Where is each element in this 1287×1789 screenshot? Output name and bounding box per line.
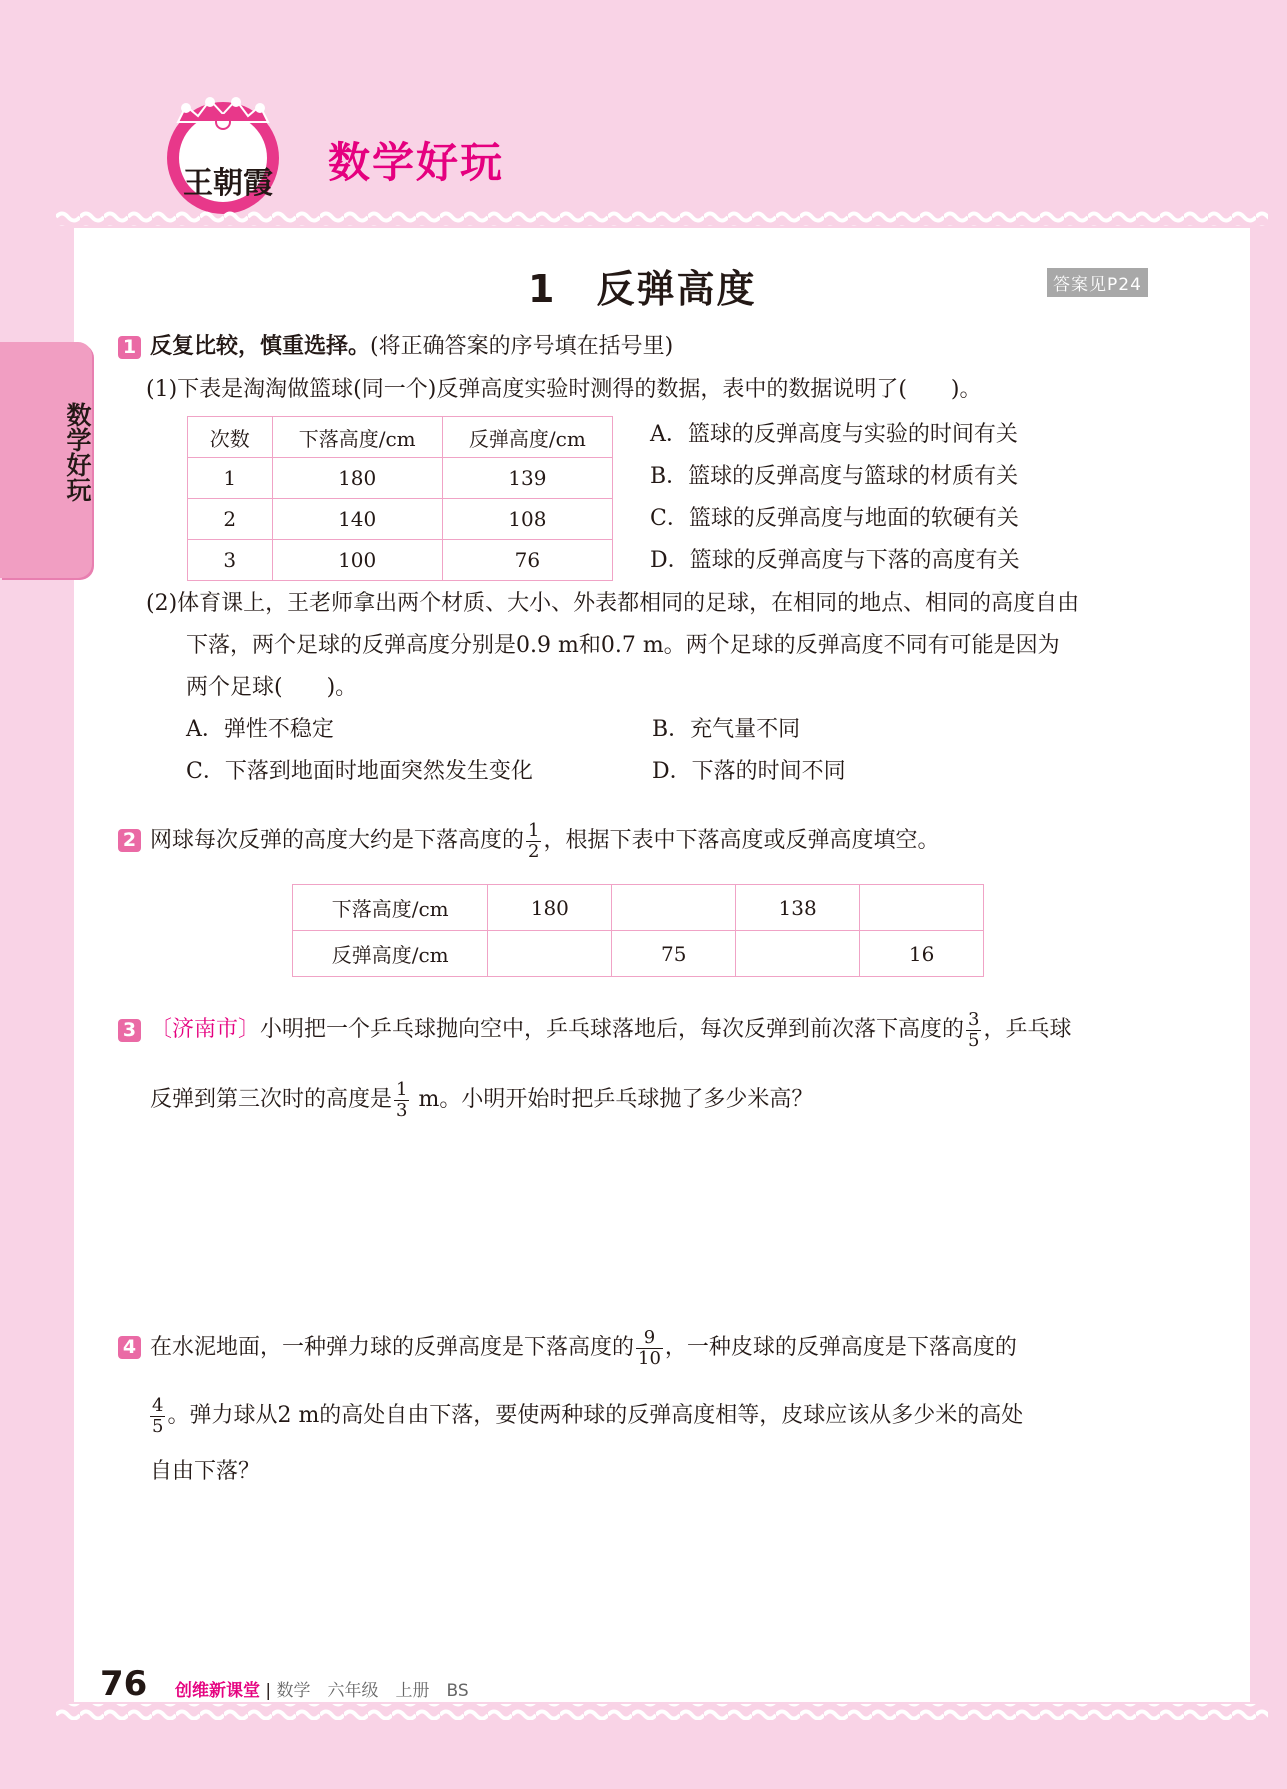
- q1-option-c: C．篮球的反弹高度与地面的软硬有关: [650, 506, 1019, 531]
- page-number: 76: [100, 1664, 148, 1704]
- q3-fraction-2: [394, 1080, 409, 1121]
- table-cell: 108: [442, 499, 612, 540]
- q4-fraction-2: [150, 1396, 165, 1437]
- q1-heading-text: 反复比较，慎重选择。: [150, 334, 371, 359]
- q1-option-d: D．篮球的反弹高度与下落的高度有关: [650, 548, 1020, 573]
- fraction-numerator: 9: [636, 1328, 663, 1349]
- table-row-label: 反弹高度/cm: [293, 931, 488, 977]
- footer-divider: |: [260, 1681, 277, 1701]
- table-blank-cell[interactable]: [612, 885, 736, 931]
- fraction-numerator: 3: [968, 1008, 980, 1030]
- table-cell: 75: [612, 931, 736, 977]
- q2-fraction: [526, 821, 541, 862]
- q3-source-tag: 〔济南市〕: [150, 1017, 261, 1042]
- question-2-text: [150, 812, 939, 870]
- table-row: [293, 931, 984, 977]
- table-blank-cell[interactable]: [860, 885, 984, 931]
- table-row: [293, 885, 984, 931]
- question-1-heading: [150, 333, 673, 361]
- fraction-denominator: 5: [968, 1029, 980, 1051]
- table-blank-cell[interactable]: [736, 931, 860, 977]
- table-cell: 139: [442, 458, 612, 499]
- table-blank-cell[interactable]: [488, 931, 612, 977]
- question-3-line1: [150, 1001, 1072, 1059]
- table-header-row: [188, 417, 613, 458]
- footer-brand: 创维新课堂: [175, 1681, 260, 1701]
- q1-part2-option-c: C．下落到地面时地面突然发生变化: [186, 759, 533, 784]
- table-row: [188, 499, 613, 540]
- q3-line1-after: ，乒乓球: [983, 1017, 1072, 1042]
- q3-fraction-1: [966, 1010, 981, 1051]
- q1-part2-option-a: A．弹性不稳定: [186, 717, 334, 742]
- table-cell: 140: [272, 499, 442, 540]
- table-cell: 138: [736, 885, 860, 931]
- question-4-line2: [148, 1387, 1023, 1445]
- q1-option-b: B．篮球的反弹高度与篮球的材质有关: [650, 464, 1019, 489]
- logo-lettering: 王朝霞: [183, 166, 273, 201]
- footer-book-info: 数学 六年级 上册 BS: [276, 1681, 469, 1701]
- question-2-number: 2: [118, 829, 141, 852]
- answer-reference-badge: 答案见P24: [1047, 268, 1148, 297]
- table-row: [188, 458, 613, 499]
- table-cell: 180: [272, 458, 442, 499]
- fraction-denominator: 2: [528, 840, 540, 862]
- footer-info: [175, 1676, 469, 1701]
- table-cell: 76: [442, 540, 612, 581]
- q1-part2-line1: (2)体育课上，王老师拿出两个材质、大小、外表都相同的足球，在相同的地点、相同的高度自由: [146, 591, 1080, 616]
- q1-option-a: A．篮球的反弹高度与实验的时间有关: [650, 422, 1018, 447]
- q2-fill-table: [292, 884, 984, 977]
- question-1-number: 1: [118, 336, 141, 359]
- table-row: [188, 540, 613, 581]
- fraction-denominator: 10: [638, 1347, 661, 1369]
- table-cell: 2: [188, 499, 273, 540]
- table-cell: 100: [272, 540, 442, 581]
- fraction-numerator: 1: [396, 1078, 408, 1100]
- q1-part2-line3: 两个足球( )。: [186, 675, 358, 700]
- lesson-title: 1 反弹高度: [528, 267, 757, 311]
- q4-line1-before: 在水泥地面，一种弹力球的反弹高度是下落高度的: [150, 1335, 635, 1360]
- q4-line1-after: ，一种皮球的反弹高度是下落高度的: [664, 1335, 1017, 1360]
- fraction-numerator: 4: [152, 1394, 164, 1416]
- q3-line1-before: 小明把一个乒乓球抛向空中，乒乓球落地后，每次反弹到前次落下高度的: [260, 1017, 965, 1042]
- table-header-cell: 下落高度/cm: [272, 417, 442, 458]
- q3-line2-before: 反弹到第三次时的高度是: [150, 1087, 393, 1112]
- table-row-label: 下落高度/cm: [293, 885, 488, 931]
- table-header-cell: 反弹高度/cm: [442, 417, 612, 458]
- q3-line2-after: m。小明开始时把乒乓球抛了多少米高？: [411, 1087, 814, 1112]
- section-header-title: 数学好玩: [328, 138, 505, 187]
- table-cell: 16: [860, 931, 984, 977]
- question-3-line2: [150, 1071, 813, 1129]
- q1-data-table: [187, 416, 613, 581]
- q4-line2-text: 。弹力球从2 m的高处自由下落，要使两种球的反弹高度相等，皮球应该从多少米的高处: [167, 1403, 1024, 1428]
- q2-text-after: ，根据下表中下落高度或反弹高度填空。: [543, 828, 940, 853]
- q2-text-before: 网球每次反弹的高度大约是下落高度的: [150, 828, 525, 853]
- table-cell: 1: [188, 458, 273, 499]
- fraction-denominator: 5: [152, 1415, 164, 1437]
- q1-part2-option-b: B．充气量不同: [652, 717, 801, 742]
- table-header-cell: 次数: [188, 417, 273, 458]
- question-4-line1: [150, 1319, 1017, 1377]
- fraction-numerator: 1: [528, 819, 540, 841]
- side-tab-label: 数学好玩: [63, 402, 92, 502]
- question-4-number: 4: [118, 1336, 141, 1359]
- q1-part1-stem: (1)下表是淘淘做篮球(同一个)反弹高度实验时测得的数据，表中的数据说明了( )。: [146, 377, 982, 402]
- question-4-line3: 自由下落？: [150, 1459, 261, 1484]
- q1-part2-option-d: D．下落的时间不同: [652, 759, 846, 784]
- fraction-denominator: 3: [396, 1099, 408, 1121]
- q1-part2-line2: 下落，两个足球的反弹高度分别是0.9 m和0.7 m。两个足球的反弹高度不同有可能是因为: [186, 633, 1060, 658]
- table-cell: 180: [488, 885, 612, 931]
- q1-instruction: (将正确答案的序号填在括号里): [370, 334, 674, 359]
- table-cell: 3: [188, 540, 273, 581]
- question-3-number: 3: [118, 1019, 141, 1042]
- q4-fraction-1: [636, 1328, 663, 1369]
